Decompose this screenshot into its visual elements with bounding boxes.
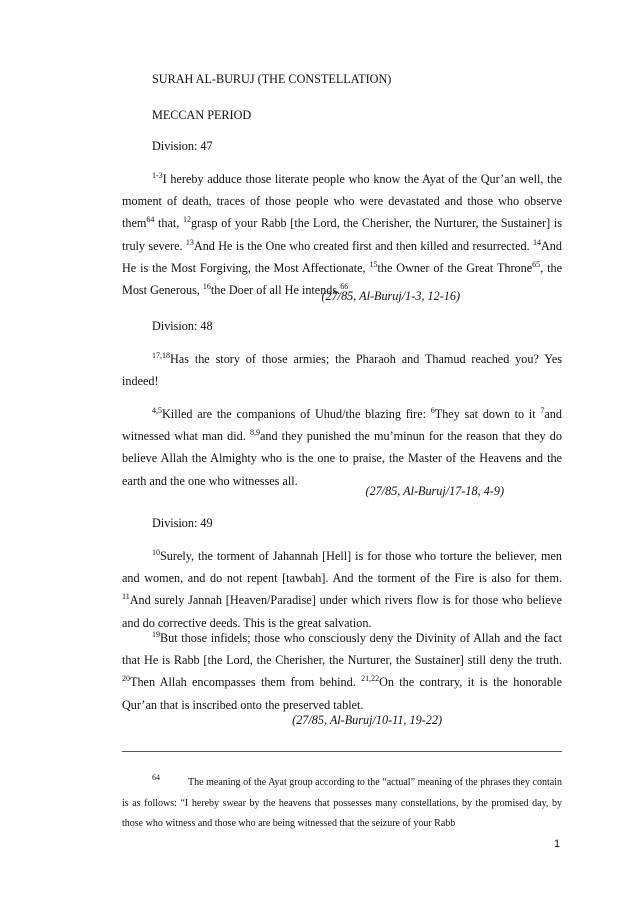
verse-number: 4,5 bbox=[152, 406, 162, 415]
verse-number: 16 bbox=[202, 282, 211, 292]
division-47-heading: Division: 47 bbox=[152, 139, 213, 153]
verse-paragraph bbox=[122, 403, 562, 492]
verse-paragraph bbox=[122, 168, 562, 301]
division-48-verses bbox=[122, 348, 562, 392]
division-49-verses-2 bbox=[122, 627, 562, 716]
footnote-separator bbox=[122, 751, 562, 752]
verse-number: 21,22 bbox=[361, 674, 380, 684]
verse-number: 20 bbox=[122, 674, 130, 684]
verse-text: They sat down to it bbox=[434, 407, 541, 421]
verse-text: But those infidels; those who consciously deny the Divinity of Allah and the fact that He is Rabb [the Lord, the Cherisher, the Nurturer, the Sustainer] still deny the truth. bbox=[122, 631, 562, 668]
verse-text: that, bbox=[154, 216, 184, 231]
division-47-citation-block bbox=[122, 285, 562, 307]
verse-text: the Doer of all He intends. bbox=[210, 283, 341, 298]
verse-text: On the contrary, it is the honorable Qur’an that is inscribed onto the preserved tablet. bbox=[122, 675, 562, 712]
verse-text: and witnessed what man did. bbox=[122, 407, 562, 444]
verse-number: 6 bbox=[430, 406, 435, 415]
verse-paragraph bbox=[122, 545, 562, 634]
citation: (27/85, Al-Buruj/17-18, 4-9) bbox=[365, 484, 504, 498]
verse-text: And surely Jannah [Heaven/Paradise] under which rivers flow is for those who believe and do corrective deeds. This is the great salvation. bbox=[122, 593, 562, 630]
division-47-verses bbox=[122, 168, 562, 301]
footnote-reference: 65 bbox=[532, 259, 541, 269]
citation: (27/85, Al-Buruj/1-3, 12-16) bbox=[321, 289, 460, 303]
division-48-citation-block bbox=[122, 480, 562, 502]
verse-number: 7 bbox=[540, 406, 545, 415]
verse-text: and they punished the mu’minun for the reason that they do believe Allah the Almighty who is the one to praise, the Master of the Heavens and the earth and the one who witnesses all. bbox=[122, 429, 562, 488]
division-48-heading: Division: 48 bbox=[152, 319, 213, 333]
surah-title: SURAH AL-BURUJ (THE CONSTELLATION) bbox=[152, 72, 392, 86]
verse-text: Surely, the torment of Jahannah [Hell] is for those who torture the believer, men and women, and do not repent [tawbah]. And the torment of the Fire is also for them. bbox=[122, 549, 562, 586]
footnote-reference: 66 bbox=[340, 282, 349, 292]
verse-number: 14 bbox=[532, 237, 541, 247]
verse-text: And He is the One who created first and then killed and resurrected. bbox=[193, 238, 533, 253]
verse-number: 10 bbox=[152, 548, 160, 557]
verse-text: Has the story of those armies; the Pharaoh and Thamud reached you? Yes indeed! bbox=[122, 352, 562, 389]
verse-paragraph bbox=[122, 348, 562, 392]
footnote-mark: 64 bbox=[152, 773, 160, 782]
verse-number: 15 bbox=[369, 259, 378, 269]
verse-number: 8,9 bbox=[249, 428, 260, 438]
verse-text: , the Most Generous, bbox=[122, 260, 563, 298]
verse-text: Then Allah encompasses them from behind. bbox=[130, 675, 362, 690]
verse-number: 11 bbox=[122, 592, 130, 602]
period-label: MECCAN PERIOD bbox=[152, 108, 252, 122]
footnote-text: The meaning of the Ayat group according to the “actual” meaning of the phrases they contain is as follows: “I hereby swear by the heavens that possesses many constellations, by the promised day, by those who witness and those who are being witnessed that the seizure of your Rabb bbox=[122, 777, 562, 829]
division-49-citation-block bbox=[122, 709, 562, 731]
verse-text: the Owner of the Great Throne bbox=[377, 260, 533, 275]
verse-number: 19 bbox=[152, 630, 160, 639]
verse-text: And He is the Most Forgiving, the Most Affectionate, bbox=[122, 238, 562, 275]
verse-number: 17,18 bbox=[152, 351, 170, 360]
footnote-paragraph bbox=[122, 773, 562, 835]
verse-text: I hereby adduce those literate people who know the Ayat of the Qur’an well, the moment of death, traces of those people who were devastated and those who observe them bbox=[122, 172, 562, 231]
verse-paragraph bbox=[122, 627, 562, 716]
citation: (27/85, Al-Buruj/10-11, 19-22) bbox=[292, 713, 442, 727]
verse-text: grasp of your Rabb [the Lord, the Cherisher, the Nurturer, the Sustainer] is truly severe. bbox=[122, 216, 562, 253]
verse-number: 12 bbox=[183, 215, 192, 225]
verse-number: 1-3 bbox=[152, 171, 163, 180]
division-48-verses-2 bbox=[122, 403, 562, 492]
footnote-reference: 64 bbox=[146, 215, 155, 225]
footnote bbox=[122, 773, 562, 835]
division-49-verses bbox=[122, 545, 562, 634]
division-49-heading: Division: 49 bbox=[152, 516, 213, 530]
verse-number: 13 bbox=[185, 237, 194, 247]
page-number: 1 bbox=[554, 838, 561, 850]
verse-text: Killed are the companions of Uhud/the blazing fire: bbox=[162, 407, 431, 421]
